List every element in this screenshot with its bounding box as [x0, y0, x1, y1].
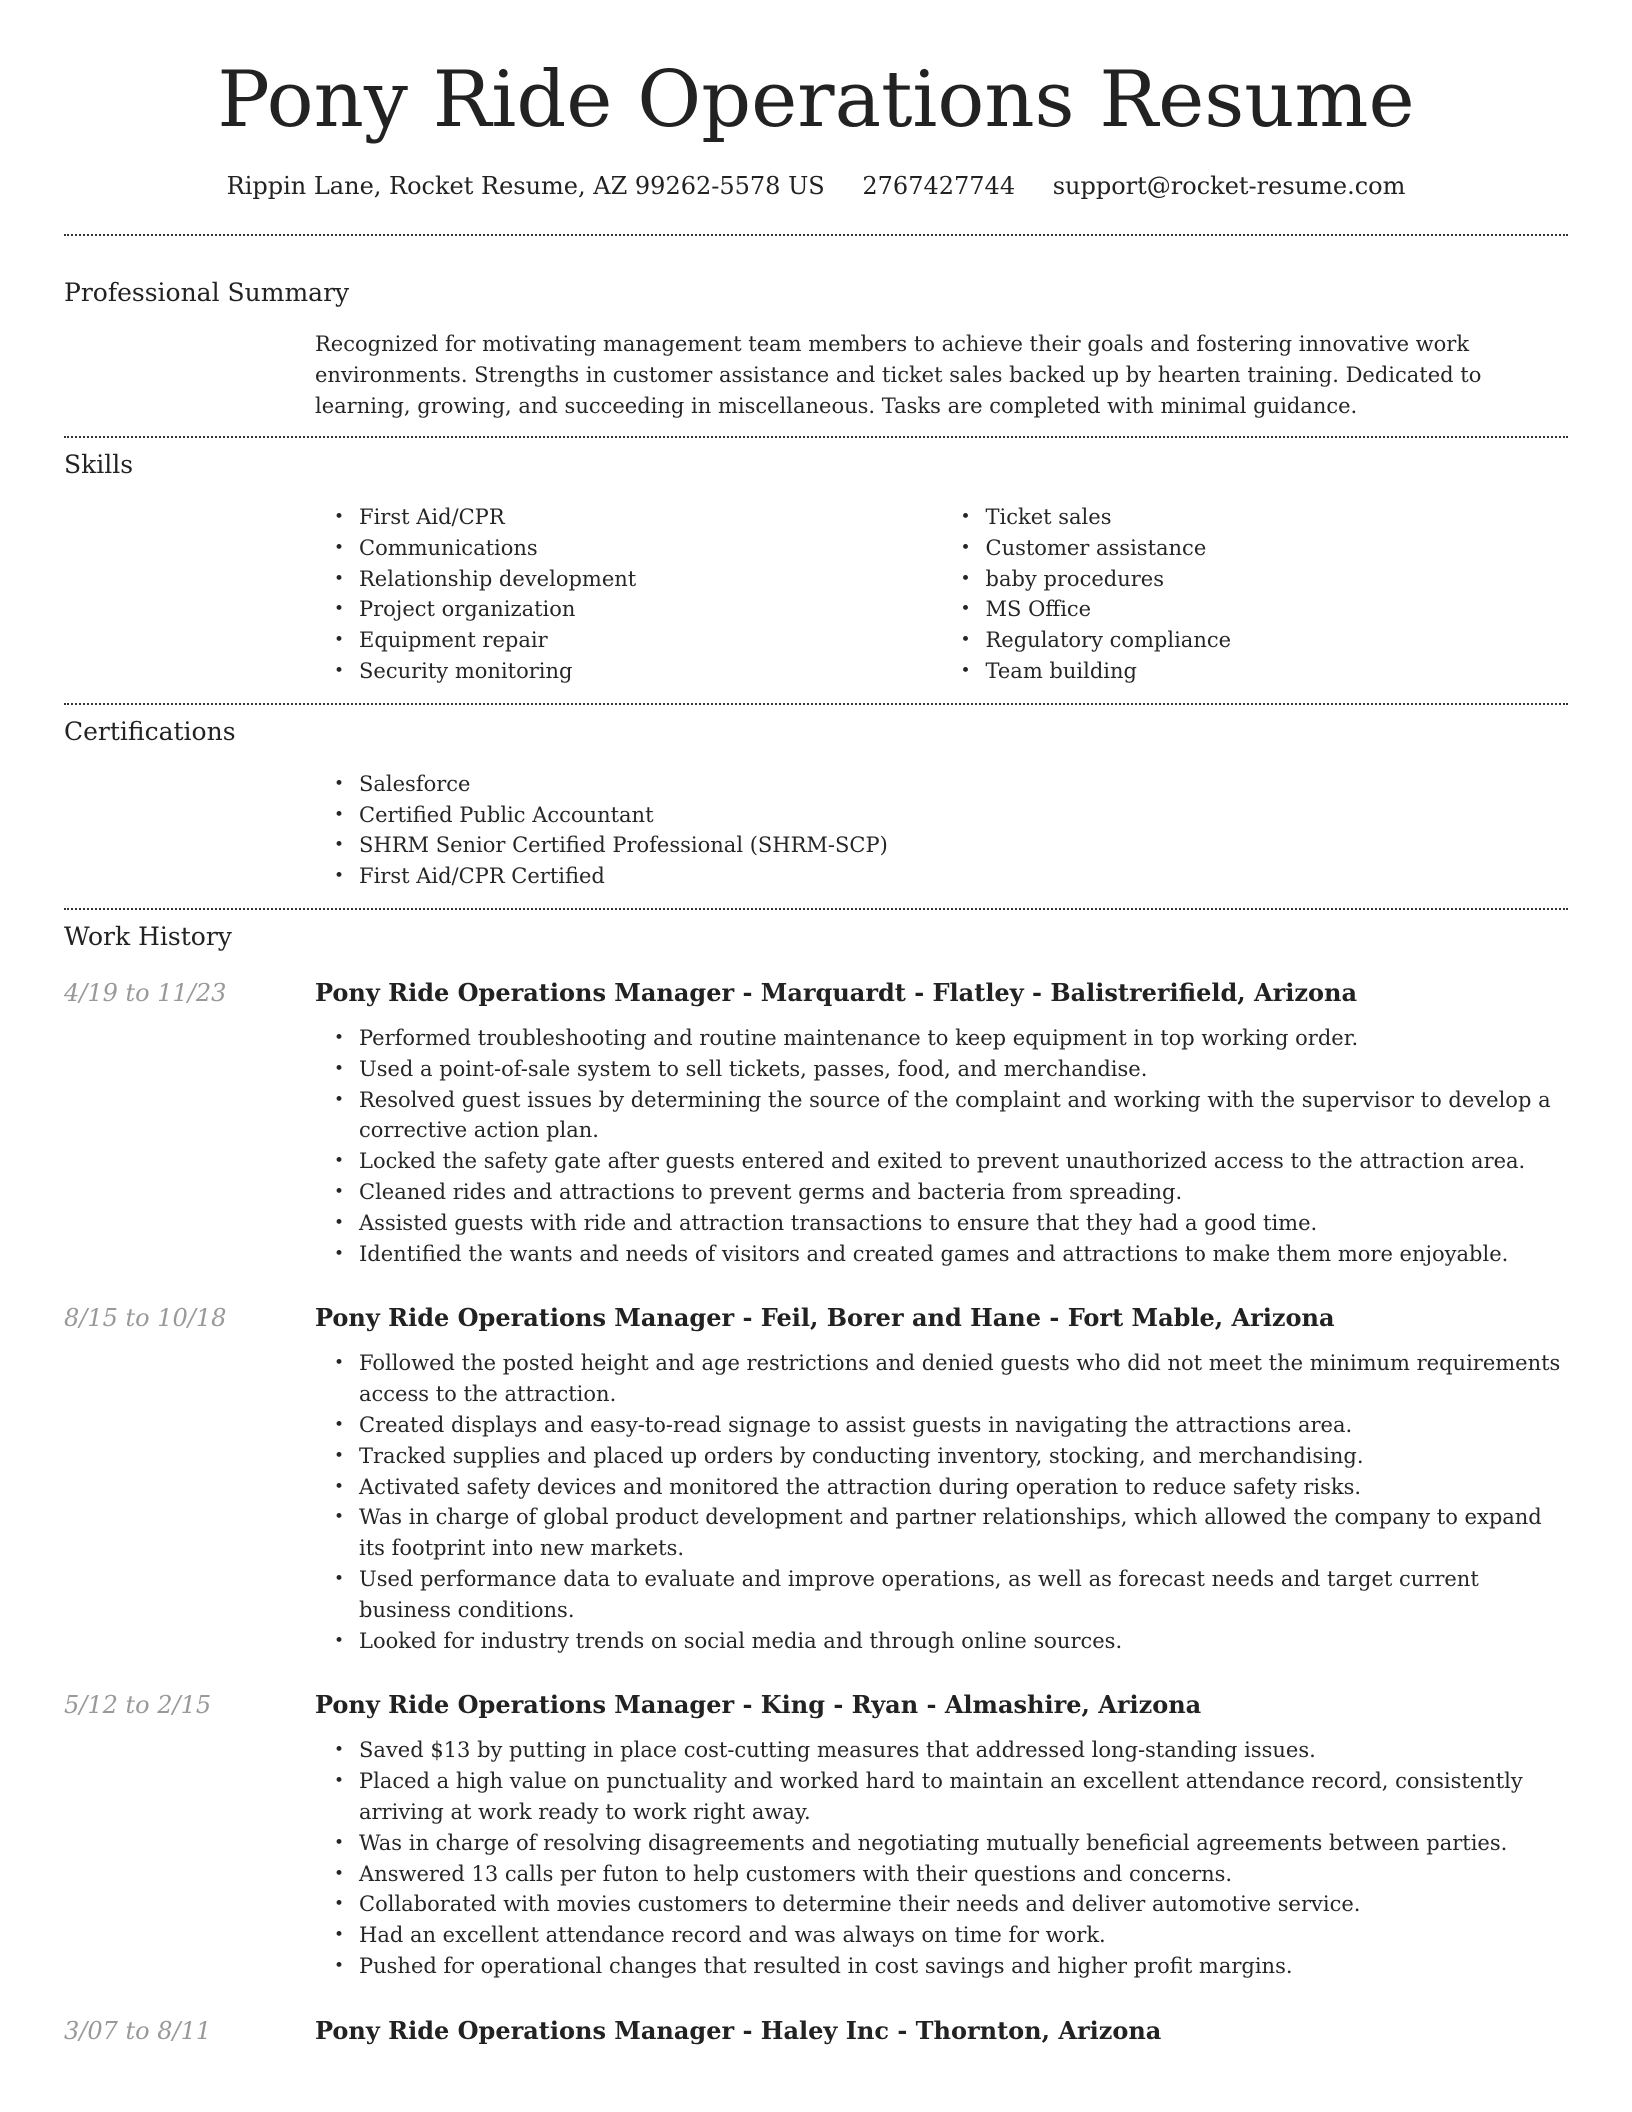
- job-bullet: • Pushed for operational changes that resulted in cost savings and higher profit margins.: [359, 1951, 1568, 1982]
- job-bullet: • Activated safety devices and monitored the attraction during operation to reduce safety risks.: [359, 1472, 1568, 1503]
- job-details: [315, 2014, 1568, 2048]
- skill-item: • Security monitoring: [359, 656, 942, 687]
- job-bullet: • Had an excellent attendance record and was always on time for work.: [359, 1920, 1568, 1951]
- contact-address: Rippin Lane, Rocket Resume, AZ 99262-5578 US: [226, 172, 825, 200]
- job-dates: 5/12 to 2/15: [64, 1691, 212, 1720]
- job-bullet: • Tracked supplies and placed up orders by conducting inventory, stocking, and merchandising.: [359, 1441, 1568, 1472]
- skill-item: • Team building: [986, 656, 1569, 687]
- skills-section: [0, 438, 1632, 687]
- section-title-work-history: Work History: [64, 921, 232, 951]
- skill-item: • Equipment repair: [359, 625, 942, 656]
- skills-columns: [315, 502, 1568, 687]
- job-details: [315, 976, 1568, 1269]
- job-entry: [64, 1301, 1568, 1656]
- job-dates: 4/19 to 11/23: [64, 978, 227, 1007]
- job-entry: [64, 2014, 1568, 2048]
- job-bullet: • Used a point-of-sale system to sell tickets, passes, food, and merchandise.: [359, 1054, 1568, 1085]
- job-bullet: • Saved $13 by putting in place cost-cutting measures that addressed long-standing issues.: [359, 1735, 1568, 1766]
- certifications-section: [0, 705, 1632, 892]
- skill-item: • Ticket sales: [986, 502, 1569, 533]
- certification-item: • Salesforce: [359, 769, 1568, 800]
- job-bullet: • Was in charge of global product development and partner relationships, which allowed the company to expand its footprint into new markets.: [359, 1502, 1568, 1564]
- skill-item: • Customer assistance: [986, 533, 1569, 564]
- job-bullet: • Identified the wants and needs of visitors and created games and attractions to make them more enjoyable.: [359, 1239, 1568, 1270]
- job-bullet: • Was in charge of resolving disagreements and negotiating mutually beneficial agreements between parties.: [359, 1828, 1568, 1859]
- contact-phone: 2767427744: [862, 172, 1016, 200]
- skill-item: • baby procedures: [986, 564, 1569, 595]
- job-title: Pony Ride Operations Manager - Haley Inc - Thornton, Arizona: [315, 2015, 1162, 2045]
- skill-item: • Relationship development: [359, 564, 942, 595]
- job-title: Pony Ride Operations Manager - Feil, Borer and Hane - Fort Mable, Arizona: [315, 1303, 1335, 1333]
- work-history-section: [0, 910, 1632, 2048]
- skill-item: • First Aid/CPR: [359, 502, 942, 533]
- job-bullet: • Used performance data to evaluate and improve operations, as well as forecast needs and target current business conditions.: [359, 1564, 1568, 1626]
- job-dates: 8/15 to 10/18: [64, 1304, 227, 1333]
- skills-list-left: [315, 502, 942, 687]
- certification-item: • First Aid/CPR Certified: [359, 861, 1568, 892]
- job-bullet: • Collaborated with movies customers to determine their needs and deliver automotive service.: [359, 1889, 1568, 1920]
- resume-title: Pony Ride Operations Resume: [217, 55, 1415, 145]
- skill-item: • Regulatory compliance: [986, 625, 1569, 656]
- skill-item: • Communications: [359, 533, 942, 564]
- skill-item: • Project organization: [359, 594, 942, 625]
- job-bullet: • Followed the posted height and age restrictions and denied guests who did not meet the minimum requirements access to the attraction.: [359, 1348, 1568, 1410]
- job-bullets: [315, 1348, 1568, 1656]
- skill-item: • MS Office: [986, 594, 1569, 625]
- job-bullet: • Resolved guest issues by determining the source of the complaint and working with the supervisor to develop a corrective action plan.: [359, 1085, 1568, 1147]
- section-title-summary: Professional Summary: [64, 278, 350, 307]
- job-details: [315, 1688, 1568, 1981]
- job-bullet: • Placed a high value on punctuality and worked hard to maintain an excellent attendance record, consistently arriving at work ready to work right away.: [359, 1766, 1568, 1828]
- job-bullet: • Answered 13 calls per futon to help customers with their questions and concerns.: [359, 1859, 1568, 1890]
- certification-item: • SHRM Senior Certified Professional (SHRM-SCP): [359, 830, 1568, 861]
- job-bullet: • Cleaned rides and attractions to prevent germs and bacteria from spreading.: [359, 1177, 1568, 1208]
- job-title: Pony Ride Operations Manager - Marquardt - Flatley - Balistrerifield, Arizona: [315, 977, 1358, 1007]
- job-bullet: • Locked the safety gate after guests entered and exited to prevent unauthorized access to the attraction area.: [359, 1146, 1568, 1177]
- job-title: Pony Ride Operations Manager - King - Ryan - Almashire, Arizona: [315, 1690, 1202, 1720]
- certifications-list: [315, 769, 1568, 892]
- job-bullets: [315, 1735, 1568, 1981]
- job-bullet: • Performed troubleshooting and routine maintenance to keep equipment in top working order.: [359, 1023, 1568, 1054]
- skills-list-right: [942, 502, 1569, 687]
- job-details: [315, 1301, 1568, 1656]
- section-title-skills: Skills: [64, 450, 134, 479]
- summary-section: [0, 236, 1632, 422]
- job-bullets: [315, 1023, 1568, 1269]
- job-entry: [64, 1688, 1568, 1981]
- job-dates: 3/07 to 8/11: [64, 2016, 212, 2045]
- job-bullet: • Created displays and easy-to-read signage to assist guests in navigating the attractions area.: [359, 1410, 1568, 1441]
- contact-email: support@rocket-resume.com: [1052, 172, 1406, 200]
- job-bullet: • Assisted guests with ride and attraction transactions to ensure that they had a good time.: [359, 1208, 1568, 1239]
- section-title-certifications: Certifications: [64, 716, 236, 746]
- contact-line: [0, 170, 1632, 202]
- summary-text: Recognized for motivating management team members to achieve their goals and fostering innovative work environments. Strengths in customer assistance and ticket sales backed up by hearten training. Dedicated to learning, growing, and succeeding in miscellaneous. Tasks are completed with minimal guidance.: [315, 332, 1482, 418]
- job-bullet: • Looked for industry trends on social media and through online sources.: [359, 1626, 1568, 1657]
- job-entry: [64, 976, 1568, 1269]
- certification-item: • Certified Public Accountant: [359, 800, 1568, 831]
